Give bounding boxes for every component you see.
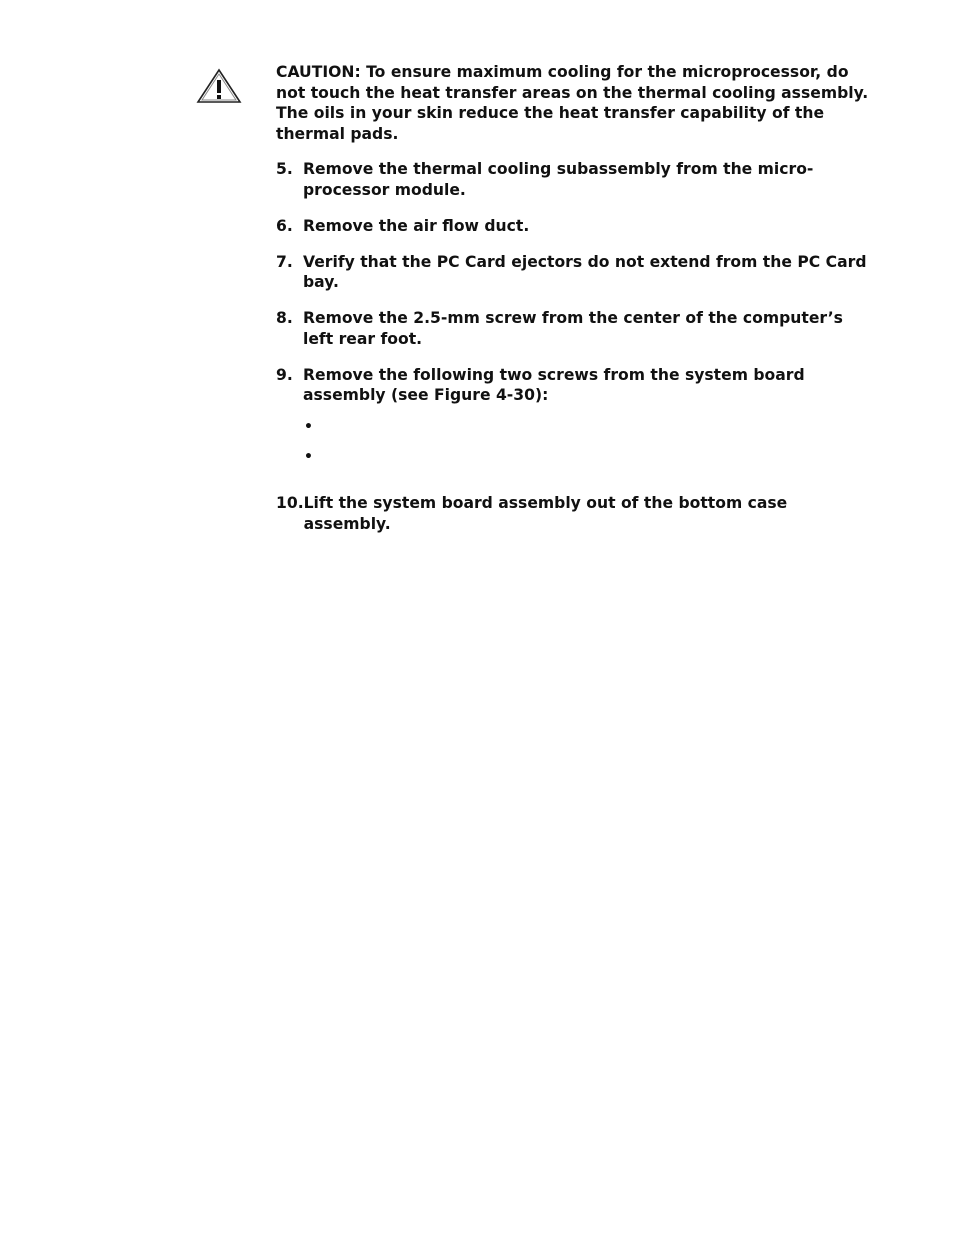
procedure-steps bbox=[276, 159, 872, 534]
step-text: Lift the system board assembly out of the bottom case assembly. bbox=[303, 494, 788, 533]
step-number: 5. bbox=[276, 160, 293, 178]
bullet-icon: • bbox=[304, 449, 313, 465]
step-text: Remove the 2.5-mm screw from the center of the computer’s left rear foot. bbox=[303, 309, 843, 348]
step-number: 6. bbox=[276, 216, 293, 235]
step-body bbox=[303, 365, 872, 478]
document-body bbox=[276, 62, 872, 550]
step-number: 8. bbox=[276, 309, 293, 327]
step-6 bbox=[276, 216, 872, 237]
step-number: 10. bbox=[276, 494, 304, 512]
bullet-icon: • bbox=[304, 418, 313, 435]
step-10 bbox=[276, 493, 872, 534]
step-number: 7. bbox=[276, 252, 293, 271]
screw-list bbox=[303, 417, 872, 468]
step-text: Remove the following two screws from the system board assembly (see Figure 4-30): bbox=[303, 365, 805, 404]
step-9 bbox=[276, 365, 872, 478]
list-item bbox=[303, 417, 872, 438]
caution-text: To ensure maximum cooling for the microprocessor, do not touch the heat transfer areas on the thermal cooling assembly. The oils in your skin reduce the heat transfer capability of the thermal pads. bbox=[276, 63, 869, 143]
step-text: Verify that the PC Card ejectors do not extend from the PC Card bay. bbox=[303, 252, 867, 291]
step-number: 9. bbox=[276, 365, 293, 384]
caution-triangle-icon bbox=[196, 68, 242, 104]
step-text: Remove the air flow duct. bbox=[303, 216, 530, 235]
step-5 bbox=[276, 159, 872, 200]
step-8 bbox=[276, 308, 872, 349]
list-item bbox=[303, 447, 872, 468]
step-7 bbox=[276, 252, 872, 293]
step-text: Remove the thermal cooling subassembly from the micro-processor module. bbox=[303, 160, 814, 199]
caution-label: CAUTION: bbox=[276, 63, 361, 81]
caution-notice bbox=[276, 62, 872, 144]
